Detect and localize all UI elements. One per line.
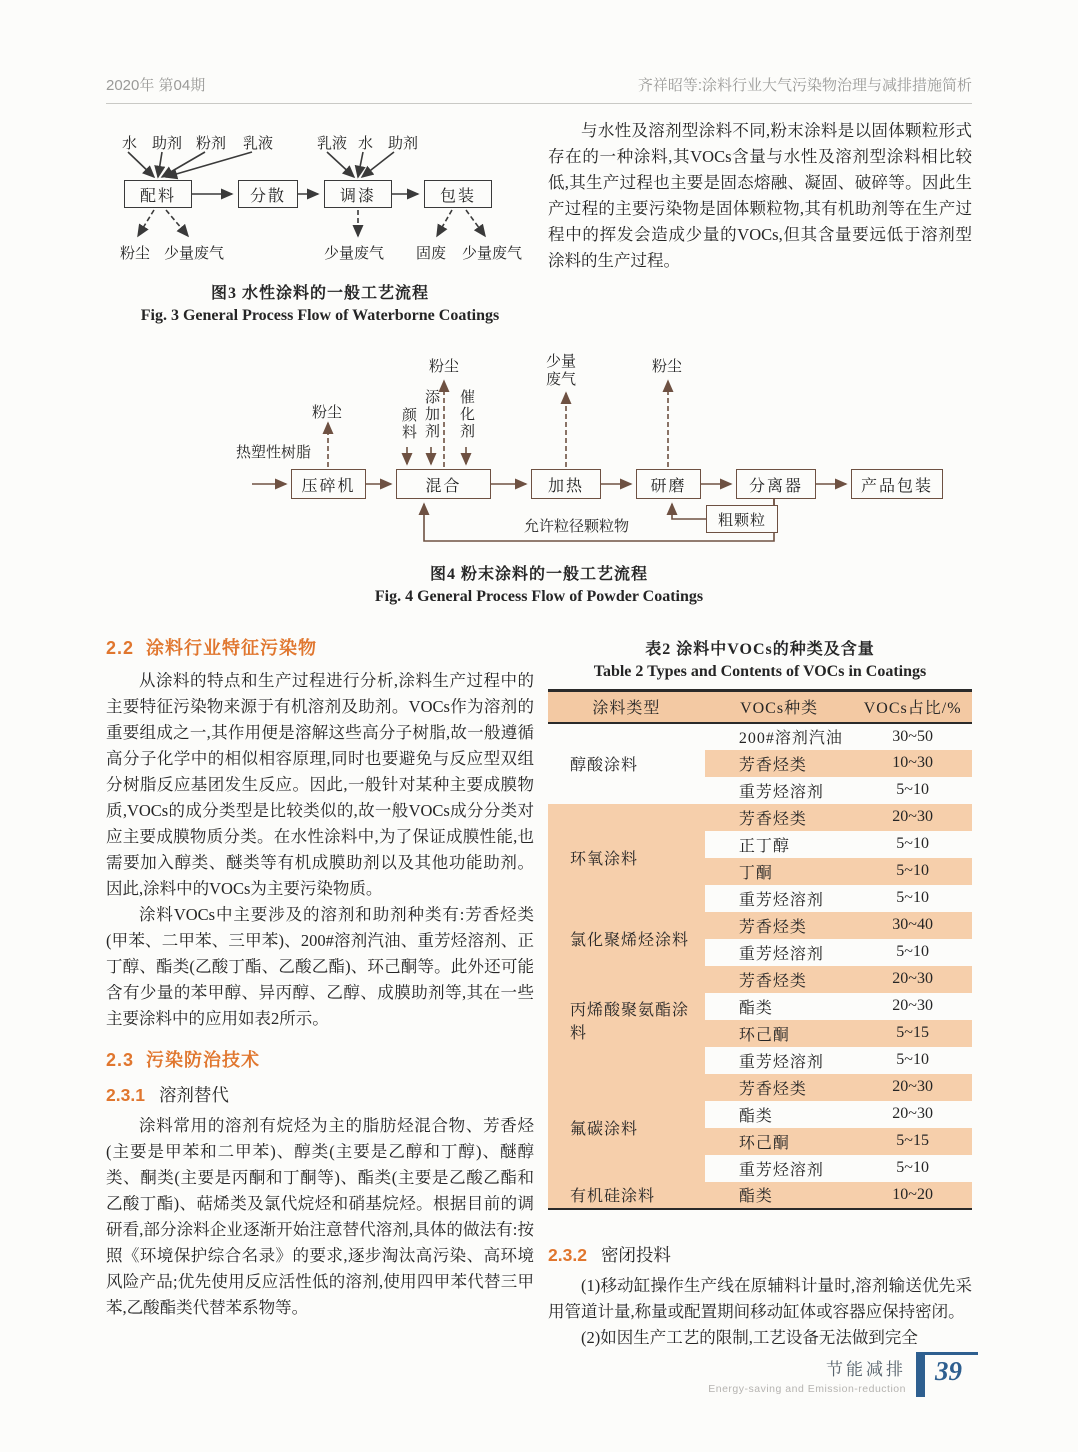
voc-type-cell: 酯类	[705, 1182, 853, 1209]
process-box: 分散	[238, 180, 298, 208]
table2	[548, 689, 972, 1210]
section-number: 2.3.1	[106, 1085, 145, 1105]
coating-type-cell: 有机硅涂料	[548, 1182, 705, 1209]
coating-type-cell: 环氧涂料	[548, 804, 705, 912]
voc-type-cell: 正丁醇	[738, 837, 790, 855]
input-label-vertical: 添加剂	[423, 389, 439, 440]
voc-pct-cell: 5~10	[896, 889, 929, 906]
emission-label: 少量废气	[164, 246, 225, 262]
loop-label: 允许粒径颗粒物	[524, 519, 630, 535]
voc-type-cell: 芳香烃类	[705, 966, 853, 993]
figure3-caption-en: Fig. 3 General Process Flow of Waterborne Coatings	[140, 307, 500, 324]
right-text-column	[548, 620, 972, 1351]
figure3-caption-zh: 图3 水性涂料的一般工艺流程	[210, 285, 429, 302]
coating-type-cell: 氯化聚烯烃涂料	[548, 912, 705, 966]
section-2-2-heading	[106, 634, 534, 660]
voc-type-cell: 环己酮	[705, 1020, 853, 1047]
intro-column	[548, 104, 972, 325]
process-box: 配料	[124, 180, 192, 208]
section-2-3-heading	[106, 1046, 534, 1072]
coating-type-cell: 丙烯酸聚氨酯涂料	[548, 966, 705, 1074]
coating-type-cell: 醇酸涂料	[548, 723, 705, 804]
flow-label: 乳液	[243, 136, 274, 152]
figure3-diagram	[106, 128, 534, 270]
voc-type-cell: 酯类	[738, 1107, 773, 1125]
figure4-diagram	[106, 351, 972, 551]
footer-journal-name-en: Energy-saving and Emission-reduction	[708, 1382, 906, 1395]
section-2-3-2-heading	[548, 1242, 972, 1267]
table-row	[548, 912, 972, 939]
voc-pct-cell: 20~30	[853, 966, 972, 993]
page-number: 39	[916, 1352, 978, 1397]
footer-text	[708, 1355, 906, 1395]
voc-type-cell: 重芳烃溶剂	[738, 891, 824, 909]
voc-type-cell: 重芳烃溶剂	[738, 1053, 824, 1071]
table2-header-cell: VOCs占比/%	[853, 691, 972, 723]
table-row	[548, 723, 972, 750]
voc-pct-cell: 20~30	[853, 1074, 972, 1101]
table2-title-en: Table 2 Types and Contents of VOCs in Coatings	[593, 663, 927, 680]
page-footer	[708, 1352, 978, 1397]
section-number: 2.3.2	[548, 1244, 587, 1265]
table2-header-cell: 涂料类型	[548, 691, 705, 723]
running-title: 齐祥昭等:涂料行业大气污染物治理与减排措施简析	[637, 77, 972, 94]
coating-type-cell: 氟碳涂料	[548, 1074, 705, 1182]
section-2-3-1-paragraph: 涂料常用的溶剂有烷烃为主的脂肪烃混合物、芳香烃(主要是甲苯和二甲苯)、醇类(主要是乙醇和丁醇)、醚醇类、酮类(主要是丙酮和丁酮等)、酯类(主要是乙酸乙酯和乙酸丁酯)、萜烯类及氯代烷烃和硝基烷烃。根据目前的调研看,部分涂料企业逐渐开始注意替代溶剂,具体的做法有:按照《环境保护综合名录》的要求,逐步淘汰高污染、高环境风险产品;优先使用反应活性低的溶剂,使用四甲苯代替三甲苯,乙酸酯类代替苯系物等。	[106, 1116, 534, 1317]
figure3-block	[106, 104, 534, 325]
section-2-3-2-paragraph-2: (2)如因生产工艺的限制,工艺设备无法做到完全	[581, 1327, 918, 1347]
voc-pct-cell: 5~10	[896, 835, 929, 852]
voc-type-cell: 芳香烃类	[705, 750, 853, 777]
flow-label: 水	[358, 136, 374, 152]
process-box: 分离器	[736, 469, 816, 499]
voc-pct-cell: 5~10	[896, 1159, 929, 1176]
process-box: 混合	[396, 469, 491, 499]
section-2-2-paragraph-1: 从涂料的特点和生产过程进行分析,涂料生产过程中的主要特征污染物来源于有机溶剂及助剂。VOCs作为溶剂的重要组成之一,其作用便是溶解这些高分子树脂,故一般遵循高分子化学中的相似相容原理,同时也要避免与反应型双组分树脂反应基团发生反应。因此,一般针对某种主要成膜物质,VOCs的成分类型是比较类似的,故一般VOCs成分分类对应主要成膜物质分类。在水性涂料中,为了保证成膜性能,也需要加入醇类、醚类等有机成膜助剂以及其他功能助剂。因此,涂料中的VOCs为主要污染物质。	[106, 671, 534, 898]
voc-pct-cell: 5~10	[896, 781, 929, 798]
voc-pct-cell: 30~40	[853, 912, 972, 939]
voc-type-cell: 重芳烃溶剂	[738, 783, 824, 801]
voc-type-cell: 芳香烃类	[705, 1074, 853, 1101]
voc-pct-cell: 30~50	[892, 727, 933, 745]
voc-pct-cell: 5~10	[853, 858, 972, 885]
voc-type-cell: 芳香烃类	[705, 804, 853, 831]
emission-label: 粉尘	[652, 359, 683, 375]
emission-label: 粉尘	[120, 246, 151, 262]
page-header	[106, 74, 972, 104]
intro-paragraph: 与水性及溶剂型涂料不同,粉末涂料是以固体颗粒形式存在的一种涂料,其VOCs含量与水性及溶剂型涂料相比较低,其生产过程也主要是固态熔融、凝固、破碎等。因此生产过程的主要污染物是固体颗粒物,其有机助剂等在生产过程中的挥发会造成少量的VOCs,但其含量要远低于溶剂型涂料的生产过程。	[548, 121, 972, 270]
voc-pct-cell: 20~30	[892, 1105, 933, 1122]
process-box: 产品包装	[851, 469, 943, 499]
table-row	[548, 966, 972, 993]
section-title: 溶剂替代	[158, 1085, 229, 1105]
table-row	[548, 1182, 972, 1209]
table2-header-cell: VOCs种类	[705, 691, 853, 723]
flow-label: 助剂	[388, 136, 419, 152]
table2-title-zh: 表2 涂料中VOCs的种类及含量	[645, 641, 875, 658]
table-row	[548, 804, 972, 831]
voc-type-cell: 芳香烃类	[705, 912, 853, 939]
voc-pct-cell: 5~15	[853, 1128, 972, 1155]
process-box: 压碎机	[291, 469, 366, 499]
section-2-2-paragraph-2: 涂料VOCs中主要涉及的溶剂和助剂种类有:芳香烃类(甲苯、二甲苯、三甲苯)、200#溶剂汽油、重芳烃溶剂、正丁醇、酯类(乙酸丁酯、乙酸乙酯)、环己酮等。此外还可能含有少量的苯甲醇、异丙醇、乙醇、成膜助剂等,其在一些主要涂料中的应用如表2所示。	[106, 905, 534, 1028]
input-label-vertical: 颜料	[400, 407, 416, 441]
voc-pct-cell: 5~15	[853, 1020, 972, 1047]
flow-label: 水	[122, 136, 138, 152]
section-title: 密闭投料	[600, 1244, 671, 1265]
section-title: 涂料行业特征污染物	[146, 638, 318, 658]
voc-type-cell: 环己酮	[705, 1128, 853, 1155]
coarse-particle-box: 粗颗粒	[706, 505, 778, 533]
process-box: 研磨	[636, 469, 701, 499]
voc-type-cell: 200#溶剂汽油	[738, 730, 843, 747]
figure4-caption-en: Fig. 4 General Process Flow of Powder Coatings	[374, 588, 704, 605]
flow-label: 乳液	[317, 136, 348, 152]
voc-pct-cell: 10~30	[853, 750, 972, 777]
figure4-block	[106, 351, 972, 606]
process-box: 加热	[531, 469, 601, 499]
table2-header-row	[548, 691, 972, 723]
input-label: 热塑性树脂	[236, 445, 312, 461]
emission-label: 粉尘	[312, 405, 343, 421]
emission-label: 固废	[416, 246, 447, 262]
process-box: 包装	[424, 180, 492, 208]
input-label-vertical: 催化剂	[458, 389, 474, 440]
flow-label: 粉剂	[196, 136, 227, 152]
voc-pct-cell: 10~20	[853, 1182, 972, 1209]
voc-pct-cell: 5~10	[896, 943, 929, 960]
journal-issue: 2020年 第04期	[106, 77, 206, 94]
voc-pct-cell: 20~30	[892, 997, 933, 1014]
voc-type-cell: 酯类	[738, 999, 773, 1017]
emission-label: 少量废气	[462, 246, 523, 262]
figure4-caption-zh: 图4 粉末涂料的一般工艺流程	[429, 566, 648, 583]
process-box: 调漆	[324, 180, 392, 208]
bottom-row	[106, 620, 972, 1351]
section-2-3-1-heading	[106, 1082, 534, 1107]
section-title: 污染防治技术	[146, 1050, 261, 1070]
section-number: 2.2	[106, 638, 135, 658]
section-2-3-2-paragraph-1: (1)移动缸操作生产线在原辅料计量时,溶剂输送优先采用管道计量,称量或配置期间移动缸体或容器应保持密闭。	[548, 1275, 972, 1321]
voc-pct-cell: 5~10	[896, 1051, 929, 1068]
voc-type-cell: 丁酮	[705, 858, 853, 885]
emission-label: 少量废气	[546, 354, 577, 388]
section-number: 2.3	[106, 1050, 135, 1070]
top-row	[106, 104, 972, 325]
flow-label: 助剂	[152, 136, 183, 152]
voc-pct-cell: 20~30	[853, 804, 972, 831]
emission-label: 粉尘	[429, 359, 460, 375]
voc-type-cell: 重芳烃溶剂	[738, 945, 824, 963]
voc-type-cell: 重芳烃溶剂	[738, 1161, 824, 1179]
emission-label: 少量废气	[324, 246, 385, 262]
left-text-column	[106, 620, 534, 1351]
table-row	[548, 1074, 972, 1101]
footer-journal-name-zh: 节能减排	[826, 1359, 906, 1379]
